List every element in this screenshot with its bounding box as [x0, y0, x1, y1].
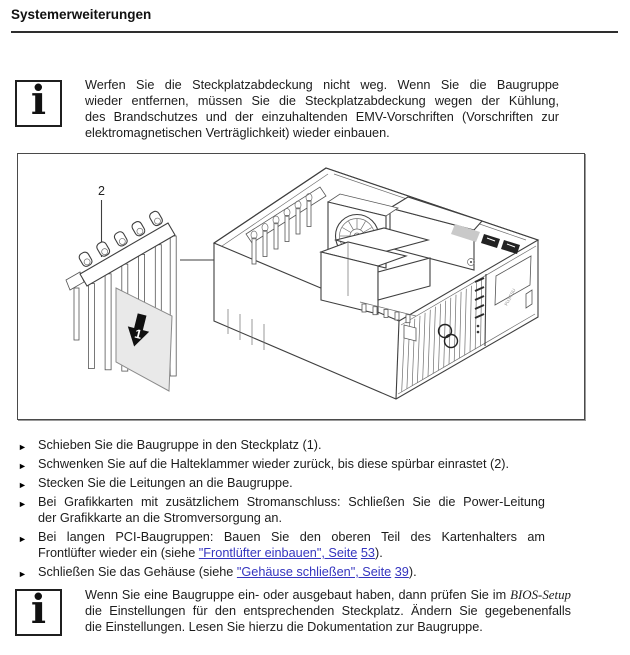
step-bullet-icon: ► [18, 461, 27, 471]
step-item-6 [18, 564, 545, 580]
figure-frame [17, 153, 585, 420]
step-text-segment: ). [374, 546, 383, 560]
step-bullet-icon: ► [18, 534, 27, 544]
note-line: wieder entfernen, müssen Sie die Steckplatzabdeckung wegen der Kühlung, [85, 94, 559, 108]
brand-text: FUJITSU [503, 287, 517, 307]
info-note-top [85, 77, 559, 141]
instruction-steps [18, 437, 545, 583]
note-text-segment: Wenn Sie eine Baugruppe ein- oder ausgebaut haben, dann prüfen Sie im [85, 588, 511, 602]
step-text: Bei langen PCI-Baugruppen: Bauen Sie den oberen Teil des Kartenhalters am [38, 530, 545, 544]
step-text: Schieben Sie die Baugruppe in den Steckplatz (1). [38, 438, 322, 452]
step-bullet-icon: ► [18, 442, 27, 452]
note-line: die Einstellungen. Lesen Sie hierzu die Dokumentation zur Baugruppe. [85, 620, 483, 634]
step-item-2 [18, 456, 545, 472]
step-text: der Grafikkarte an die Stromversorgung an. [38, 511, 282, 525]
step-text-segment: Schließen Sie das Gehäuse (siehe [38, 565, 237, 579]
step-text-segment: ). [408, 565, 417, 579]
step-text [38, 564, 545, 580]
info-icon-box-bottom [15, 586, 62, 636]
bracket-strip [74, 288, 79, 340]
step-text: Stecken Sie die Leitungen an die Baugruppe. [38, 476, 293, 490]
front-badge [404, 325, 416, 341]
step-text: Schwenken Sie auf die Halteklammer wieder zurück, bis diese spürbar einrastet (2). [38, 457, 510, 471]
step-item-4 [18, 494, 545, 526]
step-text-segment: Frontlüfter wieder ein (siehe [38, 546, 199, 560]
step-text: Bei Grafikkarten mit zusätzlichem Stromanschluss: Schließen Sie die Power-Leitung [38, 495, 545, 509]
note-line: Werfen Sie die Steckplatzabdeckung nicht weg. Wenn Sie die Baugruppe [85, 78, 559, 92]
link-gehaeuse-schliessen[interactable]: "Gehäuse schließen", Seite [236, 565, 392, 579]
expansion-card [116, 288, 172, 391]
note-line [85, 587, 571, 603]
title-rule [11, 31, 618, 33]
link-frontluefter-page[interactable]: 53 [360, 546, 375, 560]
expansion-slot-detail [66, 184, 176, 391]
computer-case-illustration [214, 168, 538, 399]
note-line: die Einstellungen für den entsprechenden Steckplatz. Ändern Sie gegebenenfalls [85, 604, 571, 618]
step-item-3 [18, 475, 545, 491]
step-item-1 [18, 437, 545, 453]
step-item-5 [18, 529, 545, 561]
info-icon: i [30, 586, 47, 633]
link-gehaeuse-page[interactable]: 39 [394, 565, 409, 579]
info-note-bottom [85, 587, 571, 635]
link-frontluefter-einbauen[interactable]: "Frontlüfter einbauen", Seite [198, 546, 358, 560]
bios-setup-term: BIOS-Setup [510, 588, 571, 602]
step-bullet-icon: ► [18, 480, 27, 490]
page-title: Systemerweiterungen [11, 7, 152, 22]
info-icon: i [30, 77, 47, 124]
figure-illustration [18, 154, 581, 416]
note-line: elektromagnetischen Verträglichkeit) wieder einbauen. [85, 126, 390, 140]
note-line: des Brandschutzes und der einzuhaltenden EMV-Vorschriften (Vorschriften zur [85, 110, 559, 124]
label-1: 1 [133, 326, 144, 342]
info-icon-box-top [15, 77, 62, 127]
step-bullet-icon: ► [18, 499, 27, 509]
label-2: 2 [98, 184, 105, 198]
step-text [38, 545, 545, 561]
step-bullet-icon: ► [18, 569, 27, 579]
